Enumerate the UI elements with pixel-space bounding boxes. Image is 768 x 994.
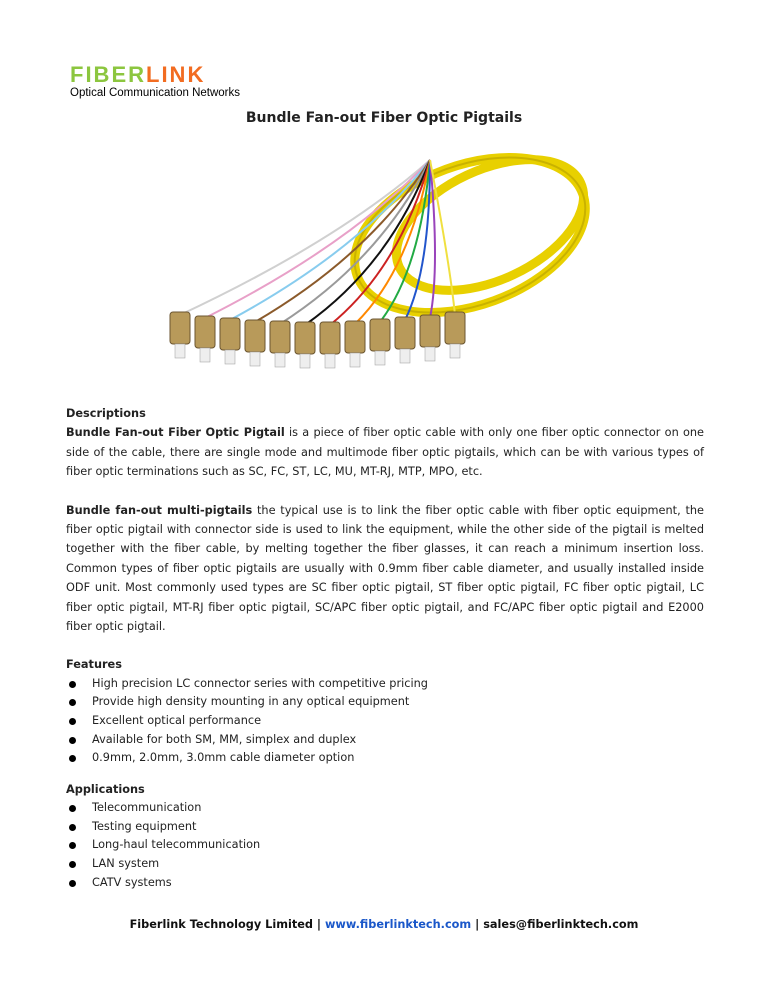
bullet-icon bbox=[69, 737, 76, 744]
bullet-icon bbox=[69, 842, 76, 849]
bullet-icon bbox=[69, 718, 76, 725]
list-item: Available for both SM, MM, simplex and duplex bbox=[66, 731, 704, 750]
bullet-icon bbox=[69, 805, 76, 812]
list-item: LAN system bbox=[66, 855, 704, 874]
page-title: Bundle Fan-out Fiber Optic Pigtails bbox=[245, 110, 523, 126]
email-link[interactable]: sales@fiberlinktech.com bbox=[483, 918, 639, 931]
features-heading: Features bbox=[66, 658, 122, 672]
bullet-icon bbox=[69, 880, 76, 887]
applications-list bbox=[66, 799, 704, 892]
list-item: Long-haul telecommunication bbox=[66, 836, 704, 855]
bullet-icon bbox=[69, 699, 76, 706]
company-logo bbox=[70, 64, 240, 99]
list-item: 0.9mm, 2.0mm, 3.0mm cable diameter option bbox=[66, 749, 704, 768]
descriptions-heading: Descriptions bbox=[66, 407, 146, 420]
page-footer: Fiberlink Technology Limited | www.fiberlinktech.com | sales@fiberlinktech.com bbox=[129, 918, 639, 931]
list-item: Testing equipment bbox=[66, 818, 704, 837]
list-item: CATV systems bbox=[66, 874, 704, 893]
bullet-icon bbox=[69, 824, 76, 831]
bullet-icon bbox=[69, 755, 76, 762]
logo-tagline: Optical Communication Networks bbox=[70, 87, 241, 99]
main-content bbox=[66, 404, 704, 892]
features-list bbox=[66, 675, 704, 768]
description-paragraph-2: Bundle fan-out multi-pigtails the typical use is to link the fiber optic cable with fiber optic equipment, the fiber optic pigtail with connector side is used to link the equipment, while the other side of the pigtail is melted together with the fiber cable, by melting together the fiber glasses, it can reach a minimum insertion loss. Common types of fiber optic pigtails are usually with 0.9mm fiber cable diameter, and usually installed inside ODF unit. Most commonly used types are SC fiber optic pigtail, ST fiber optic pigtail, FC fiber optic pigtail, LC fiber optic pigtail, MT-RJ fiber optic pigtail, SC/APC fiber optic pigtail, and FC/APC fiber optic pigtail and E2000 fiber optic pigtail. bbox=[66, 503, 704, 634]
footer-company: Fiberlink Technology Limited bbox=[129, 918, 313, 931]
list-item: Provide high density mounting in any optical equipment bbox=[66, 693, 704, 712]
list-item: Telecommunication bbox=[66, 799, 704, 818]
applications-heading: Applications bbox=[66, 782, 145, 796]
website-link[interactable]: www.fiberlinktech.com bbox=[325, 918, 472, 931]
description-paragraph-1: Bundle Fan-out Fiber Optic Pigtail is a piece of fiber optic cable with only one fiber optic connector on one side of the cable, there are single mode and multimode fiber optic pigtails, which can be with various types of fiber optic terminations such as SC, FC, ST, LC, MU, MT-RJ, MTP, MPO, etc. bbox=[66, 426, 704, 479]
product-image bbox=[140, 140, 620, 380]
list-item: High precision LC connector series with competitive pricing bbox=[66, 675, 704, 694]
bullet-icon bbox=[69, 681, 76, 688]
logo-wordmark: FIBERLINK bbox=[70, 62, 206, 87]
list-item: Excellent optical performance bbox=[66, 712, 704, 731]
bullet-icon bbox=[69, 861, 76, 868]
